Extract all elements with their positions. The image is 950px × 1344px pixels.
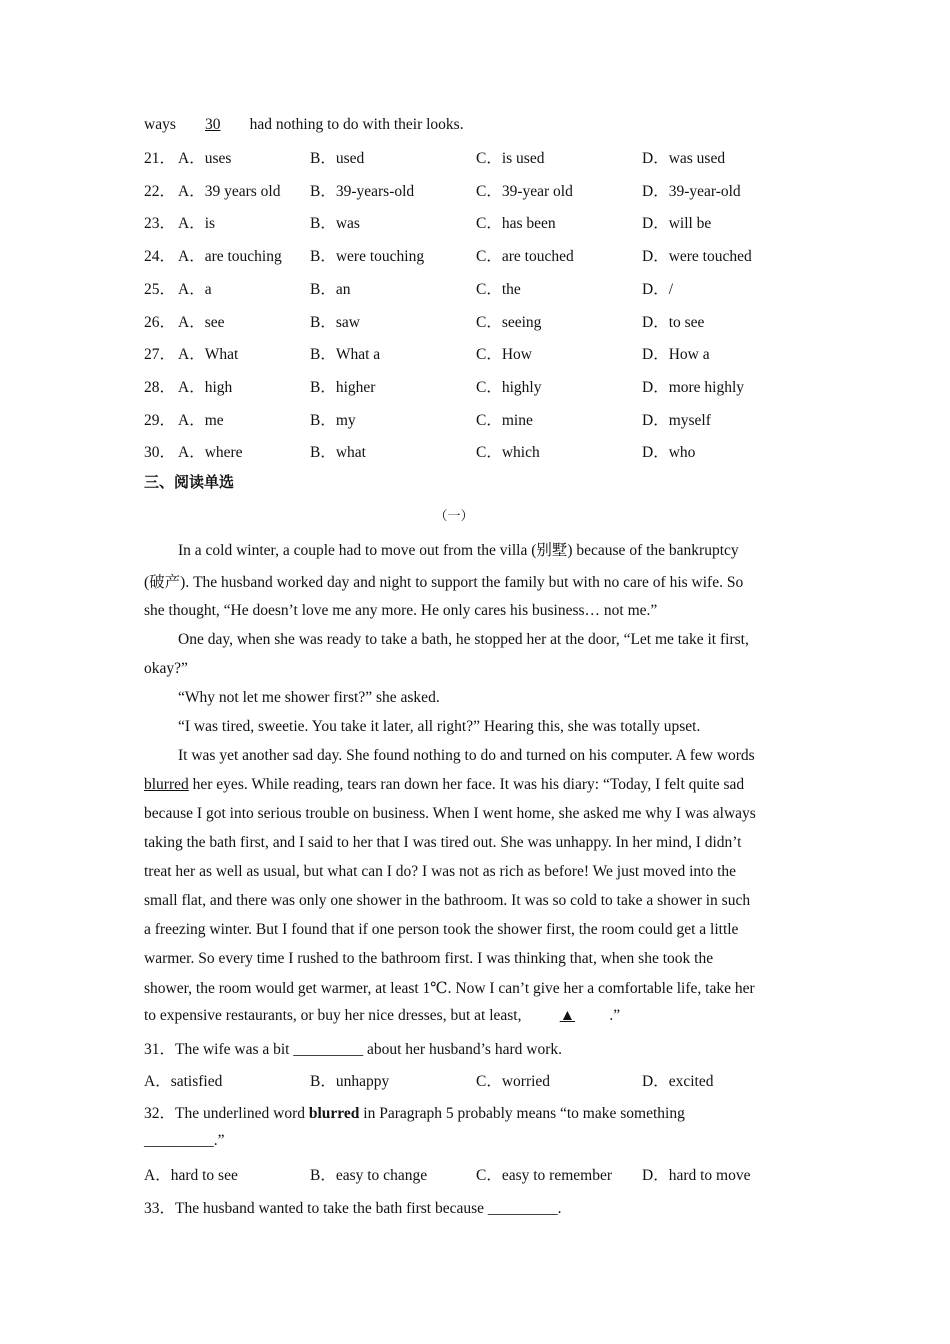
option-c[interactable]: C．has been: [476, 215, 556, 232]
underlined-word: blurred: [144, 776, 189, 793]
option-d[interactable]: D．to see: [642, 314, 705, 331]
option-c[interactable]: C．highly: [476, 379, 542, 396]
passage-line: treat her as well as usual, but what can I do? I was not as rich as before! We just moved into the: [144, 863, 737, 880]
question-31: 31．The wife was a bit _________ about her husband’s hard work.: [144, 1041, 562, 1058]
option-a[interactable]: A．are touching: [178, 248, 282, 265]
passage-line: she thought, “He doesn’t love me any more. He only cares his business… not me.”: [144, 602, 658, 619]
text-fragment: her eyes. While reading, tears ran down her face. It was his diary: “Today, I felt quite sad: [188, 776, 745, 793]
text-fragment: to expensive restaurants, or buy her nice dresses, but at least,: [144, 1007, 526, 1024]
option-a[interactable]: A．see: [178, 314, 225, 331]
option-d[interactable]: D．was used: [642, 150, 726, 167]
option-a[interactable]: A．a: [178, 281, 212, 298]
option-c[interactable]: C．How: [476, 346, 532, 363]
option-d[interactable]: D．How a: [642, 346, 710, 363]
question-number: 24．: [144, 248, 176, 265]
question-number: 27．: [144, 346, 176, 363]
passage-line: “Why not let me shower first?” she asked.: [178, 689, 440, 706]
question-number: 23．: [144, 215, 176, 232]
question-32: [144, 1101, 685, 1123]
option-c[interactable]: C．are touched: [476, 248, 574, 265]
passage-line: [144, 776, 744, 794]
option-b[interactable]: B．What a: [310, 346, 381, 363]
bold-word: blurred: [308, 1105, 360, 1122]
option-c[interactable]: C．worried: [476, 1073, 551, 1090]
option-b[interactable]: B．my: [310, 412, 356, 429]
option-d[interactable]: D．hard to move: [642, 1167, 751, 1184]
passage-label: （一）: [434, 509, 474, 524]
question-33: 33．The husband wanted to take the bath first because _________.: [144, 1200, 562, 1217]
option-b[interactable]: B．easy to change: [310, 1167, 428, 1184]
option-b[interactable]: B．39-years-old: [310, 183, 415, 200]
option-a[interactable]: A．is: [178, 215, 216, 232]
passage-line: In a cold winter, a couple had to move out from the villa (别墅) because of the bankruptcy: [178, 542, 739, 559]
question-number: 30．: [144, 444, 176, 461]
text-fragment: ways: [144, 116, 180, 133]
answer-blank-mark: ▲: [559, 1007, 576, 1024]
option-c[interactable]: C．39-year old: [476, 183, 573, 200]
option-b[interactable]: B．higher: [310, 379, 376, 396]
option-c[interactable]: C．is used: [476, 150, 545, 167]
passage-line: small flat, and there was only one shower in the bathroom. It was so cold to take a shower in such: [144, 892, 751, 909]
option-c[interactable]: C．the: [476, 281, 521, 298]
option-c[interactable]: C．easy to remember: [476, 1167, 613, 1184]
text-fragment: in Paragraph 5 probably means “to make something: [359, 1105, 685, 1122]
section-heading: 三、阅读单选: [144, 473, 235, 491]
passage-line: warmer. So every time I rushed to the bathroom first. I was thinking that, when she took the: [144, 950, 714, 967]
option-a[interactable]: A．uses: [178, 150, 232, 167]
option-a[interactable]: A．39 years old: [178, 183, 281, 200]
question-number: 26．: [144, 314, 176, 331]
option-d[interactable]: D．/: [642, 281, 674, 298]
question-number: 22．: [144, 183, 176, 200]
passage-line: [144, 1007, 620, 1025]
option-a[interactable]: A．high: [178, 379, 233, 396]
passage-line: okay?”: [144, 660, 188, 677]
passage-line: One day, when she was ready to take a bath, he stopped her at the door, “Let me take it first,: [178, 631, 749, 648]
option-b[interactable]: B．saw: [310, 314, 360, 331]
option-a[interactable]: A．What: [178, 346, 239, 363]
option-a[interactable]: A．me: [178, 412, 224, 429]
option-b[interactable]: B．used: [310, 150, 365, 167]
option-b[interactable]: B．what: [310, 444, 366, 461]
passage-line: a freezing winter. But I found that if one person took the shower first, the room could get a little: [144, 921, 739, 938]
passage-line: taking the bath first, and I said to her that I was tired out. She was unhappy. In her mind, I didn’t: [144, 834, 742, 851]
question-number: 25．: [144, 281, 176, 298]
option-c[interactable]: C．seeing: [476, 314, 542, 331]
cloze-tail-line: [144, 116, 464, 134]
option-b[interactable]: B．unhappy: [310, 1073, 390, 1090]
option-d[interactable]: D．myself: [642, 412, 711, 429]
passage-line: (破产). The husband worked day and night to support the family but with no care of his wife. So: [144, 574, 744, 591]
blank-30: 30: [204, 116, 221, 133]
option-d[interactable]: D．39-year-old: [642, 183, 741, 200]
text-fragment: .”: [609, 1007, 621, 1024]
option-b[interactable]: B．were touching: [310, 248, 425, 265]
question-number: 28．: [144, 379, 176, 396]
passage-line: shower, the room would get warmer, at least 1℃. Now I can’t give her a comfortable life, take her: [144, 980, 755, 997]
option-a[interactable]: A．hard to see: [144, 1167, 238, 1184]
option-a[interactable]: A．satisfied: [144, 1073, 223, 1090]
passage-line: “I was tired, sweetie. You take it later, all right?” Hearing this, she was totally upset.: [178, 718, 701, 735]
question-number: 29．: [144, 412, 176, 429]
option-a[interactable]: A．where: [178, 444, 243, 461]
option-c[interactable]: C．which: [476, 444, 540, 461]
option-d[interactable]: D．who: [642, 444, 696, 461]
text-fragment: 32．The underlined word: [144, 1105, 309, 1122]
option-b[interactable]: B．was: [310, 215, 360, 232]
option-d[interactable]: D．more highly: [642, 379, 745, 396]
option-b[interactable]: B．an: [310, 281, 351, 298]
question-32-cont: _________.”: [144, 1132, 225, 1149]
option-d[interactable]: D．will be: [642, 215, 712, 232]
option-d[interactable]: D．were touched: [642, 248, 752, 265]
option-d[interactable]: D．excited: [642, 1073, 714, 1090]
passage-line: It was yet another sad day. She found nothing to do and turned on his computer. A few words: [178, 747, 755, 764]
text-fragment: had nothing to do with their looks.: [245, 116, 464, 133]
option-c[interactable]: C．mine: [476, 412, 533, 429]
passage-line: because I got into serious trouble on business. When I went home, she asked me why I was always: [144, 805, 756, 822]
question-number: 21．: [144, 150, 176, 167]
